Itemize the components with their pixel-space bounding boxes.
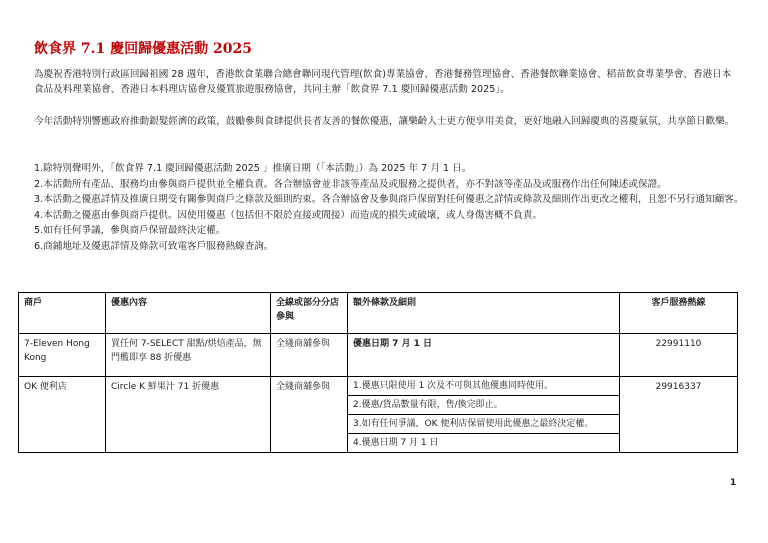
cell-hotline: 29916337 <box>620 377 738 453</box>
page-title: 飲食界 7.1 慶回歸優惠活動 2025 <box>34 41 252 57</box>
cell-merchant: 7-Eleven Hong Kong <box>19 334 106 377</box>
table-row <box>19 377 738 453</box>
policy-paragraph: 今年活動特別響應政府推動銀髮經濟的政策，鼓勵參與食肆提供長者友善的餐飲優惠，讓樂齡人士更方便享用美食，更好地融入回歸慶典的喜慶氣氛，共享節日歡樂。 <box>34 116 735 127</box>
cell-branches: 全綫商舖參與 <box>271 377 348 453</box>
note-item: 5.如有任何爭議，參與商戶保留最終決定權。 <box>34 225 226 236</box>
cell-terms <box>348 377 620 453</box>
table-row <box>19 334 738 377</box>
cell-offer: Circle K 鮮果汁 71 折優惠 <box>106 377 271 453</box>
note-item: 6.商鋪地址及優惠詳情及條款可致電客戶服務熱線查詢。 <box>34 240 274 252</box>
header-hotline: 客戶服務熱線 <box>620 293 738 334</box>
note-item: 1.除特別聲明外，「飲食界 7.1 慶回歸優惠活動 2025 」推廣日期（「本活動」）為 2025 年 7 月 1 日。 <box>34 163 472 174</box>
page-number: 1 <box>730 478 737 488</box>
note-item: 3.本活動之優惠詳情及推廣日期受有關參與商戶之條款及細則約束。各合辦協會及參與商戶保留對任何優惠之詳情或條款及細則作出更改之權利，且恕不另行通知顧客。 <box>34 194 744 205</box>
terms-line: 2.優惠/貨品數量有限，售/換完即止。 <box>348 396 619 415</box>
cell-offer: 買任何 7-SELECT 甜點/烘焙產品，無門檻即享 88 折優惠 <box>106 334 271 377</box>
note-item: 2.本活動所有產品、服務均由參與商戶提供並全權負責。各合辦協會並非該等產品及或服務之提供者，亦不對該等產品及或服務作出任何陳述或保證。 <box>34 178 667 190</box>
header-terms: 額外條款及細則 <box>348 293 620 334</box>
note-item: 4.本活動之優惠由參與商戶提供。因使用優惠（包括但不限於直接或間接）而造成的損失或破壞，或人身傷害概不負責。 <box>34 209 543 221</box>
offers-table <box>18 292 738 453</box>
header-merchant: 商戶 <box>19 293 106 334</box>
cell-branches: 全綫商舖參與 <box>271 334 348 377</box>
terms-line: 3.如有任何爭議，OK 便利店保留使用此優惠之最終決定權。 <box>348 415 619 434</box>
cell-merchant: OK 便利店 <box>19 377 106 453</box>
header-branches: 全線或部分分店參與 <box>271 293 348 334</box>
header-offer: 優惠內容 <box>106 293 271 334</box>
table-header-row <box>19 293 738 334</box>
cell-hotline: 22991110 <box>620 334 738 377</box>
terms-line: 4.優惠日期 7 月 1 日 <box>353 438 439 448</box>
terms-line: 1.優惠只限使用 1 次及不可與其他優惠同時使用。 <box>348 377 619 396</box>
cell-terms: 優惠日期 7 月 1 日 <box>348 334 620 377</box>
terms-notes <box>34 161 746 254</box>
intro-paragraph: 為慶祝香港特別行政區回歸祖國 28 週年，香港飲食業聯合總會聯同現代管理(飲食)專業協會、香港餐務管理協會、香港餐飲聯業協會、稻苗飲食專業學會、香港日本食品及料理業協會、香港日本料理店協會及優質旅遊服務協會，共同主辦「飲食界 7.1 慶回歸優惠活動 2025」。 <box>34 69 732 95</box>
